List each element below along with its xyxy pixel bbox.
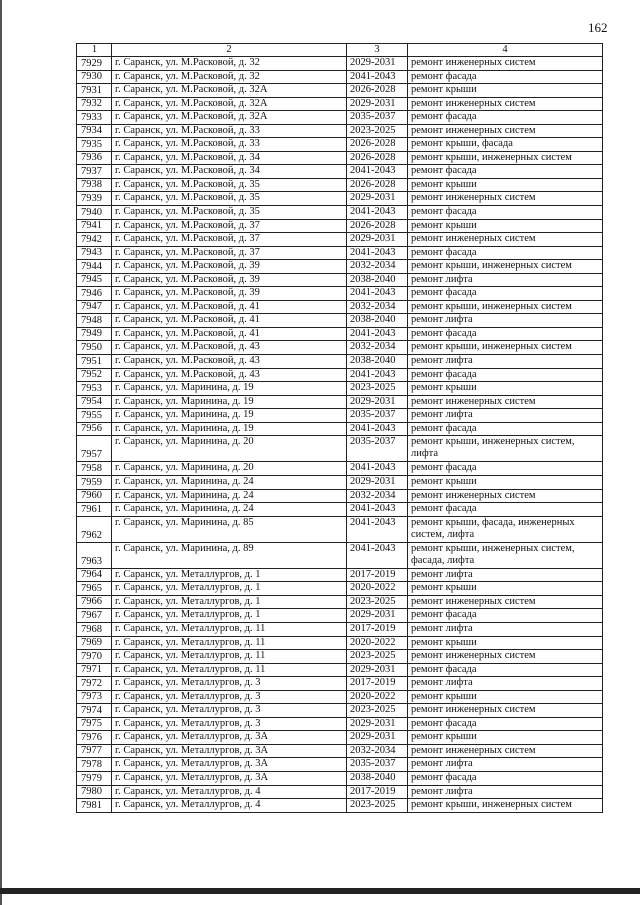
- cell-row-number: 7959: [77, 475, 112, 489]
- cell-period: 2020-2022: [347, 690, 408, 704]
- table-body: [77, 44, 603, 813]
- table-row: [77, 650, 603, 664]
- cell-row-number: 7953: [77, 382, 112, 396]
- cell-work-type: ремонт крыши, фасада, инженерных систем, лифта: [408, 516, 603, 542]
- cell-period: 2029-2031: [347, 731, 408, 745]
- page-number: 162: [588, 20, 608, 35]
- cell-address: г. Саранск, ул. М.Расковой, д. 33: [112, 138, 347, 152]
- cell-row-number: 7950: [77, 341, 112, 355]
- table-row: [77, 246, 603, 260]
- cell-period: 2026-2028: [347, 178, 408, 192]
- cell-row-number: 7939: [77, 192, 112, 206]
- cell-period: 2029-2031: [347, 57, 408, 71]
- scan-bottom-edge: [0, 888, 640, 894]
- cell-period: 2041-2043: [347, 246, 408, 260]
- cell-period: 2029-2031: [347, 395, 408, 409]
- cell-address: г. Саранск, ул. М.Расковой, д. 43: [112, 355, 347, 369]
- table-row: [77, 124, 603, 138]
- cell-address: г. Саранск, ул. Металлургов, д. 1: [112, 582, 347, 596]
- table-row: [77, 690, 603, 704]
- table-row: [77, 422, 603, 436]
- cell-period: 2023-2025: [347, 124, 408, 138]
- cell-work-type: ремонт фасада: [408, 111, 603, 125]
- cell-work-type: ремонт фасада: [408, 287, 603, 301]
- cell-row-number: 7978: [77, 758, 112, 772]
- cell-address: г. Саранск, ул. Маринина, д. 19: [112, 409, 347, 423]
- table-row: [77, 771, 603, 785]
- table-row: [77, 206, 603, 220]
- table-row: [77, 355, 603, 369]
- cell-row-number: 7931: [77, 84, 112, 98]
- cell-address: г. Саранск, ул. Маринина, д. 85: [112, 516, 347, 542]
- cell-work-type: ремонт лифта: [408, 273, 603, 287]
- cell-period: 2026-2028: [347, 138, 408, 152]
- cell-row-number: 7942: [77, 233, 112, 247]
- table-row: [77, 516, 603, 542]
- cell-address: г. Саранск, ул. Металлургов, д. 1: [112, 609, 347, 623]
- table-row: [77, 151, 603, 165]
- cell-address: г. Саранск, ул. М.Расковой, д. 35: [112, 192, 347, 206]
- cell-work-type: ремонт фасада: [408, 206, 603, 220]
- cell-work-type: ремонт инженерных систем: [408, 97, 603, 111]
- cell-work-type: ремонт крыши, инженерных систем: [408, 341, 603, 355]
- cell-period: 2032-2034: [347, 744, 408, 758]
- cell-address: г. Саранск, ул. М.Расковой, д. 39: [112, 273, 347, 287]
- table-row: [77, 395, 603, 409]
- table-row: [77, 178, 603, 192]
- cell-row-number: 7968: [77, 622, 112, 636]
- cell-period: 2023-2025: [347, 799, 408, 813]
- table-row: [77, 165, 603, 179]
- cell-address: г. Саранск, ул. Маринина, д. 19: [112, 382, 347, 396]
- cell-work-type: ремонт крыши: [408, 636, 603, 650]
- cell-address: г. Саранск, ул. М.Расковой, д. 43: [112, 341, 347, 355]
- cell-row-number: 7972: [77, 677, 112, 691]
- cell-work-type: ремонт лифта: [408, 355, 603, 369]
- table-row: [77, 731, 603, 745]
- cell-work-type: ремонт крыши: [408, 582, 603, 596]
- cell-work-type: ремонт инженерных систем: [408, 704, 603, 718]
- cell-row-number: 7944: [77, 260, 112, 274]
- cell-work-type: ремонт инженерных систем: [408, 395, 603, 409]
- table-row: [77, 287, 603, 301]
- cell-period: 2032-2034: [347, 260, 408, 274]
- cell-row-number: 7973: [77, 690, 112, 704]
- cell-period: 2026-2028: [347, 84, 408, 98]
- cell-work-type: ремонт крыши, инженерных систем: [408, 260, 603, 274]
- cell-address: г. Саранск, ул. М.Расковой, д. 37: [112, 233, 347, 247]
- cell-row-number: 7981: [77, 799, 112, 813]
- cell-work-type: ремонт крыши, фасада: [408, 138, 603, 152]
- cell-row-number: 7956: [77, 422, 112, 436]
- cell-period: 2029-2031: [347, 663, 408, 677]
- cell-period: 2017-2019: [347, 785, 408, 799]
- cell-address: г. Саранск, ул. Металлургов, д. 3: [112, 704, 347, 718]
- cell-address: г. Саранск, ул. Металлургов, д. 4: [112, 785, 347, 799]
- cell-address: г. Саранск, ул. Металлургов, д. 3А: [112, 731, 347, 745]
- cell-work-type: ремонт лифта: [408, 758, 603, 772]
- table-row: [77, 622, 603, 636]
- cell-period: 2041-2043: [347, 368, 408, 382]
- cell-address: г. Саранск, ул. Маринина, д. 19: [112, 395, 347, 409]
- cell-row-number: 7961: [77, 503, 112, 517]
- cell-row-number: 7933: [77, 111, 112, 125]
- cell-work-type: ремонт инженерных систем: [408, 744, 603, 758]
- cell-row-number: 7935: [77, 138, 112, 152]
- cell-row-number: 7963: [77, 542, 112, 568]
- cell-row-number: 7967: [77, 609, 112, 623]
- table-row: [77, 609, 603, 623]
- cell-period: 2041-2043: [347, 516, 408, 542]
- table-row: [77, 799, 603, 813]
- table-row: [77, 368, 603, 382]
- table-row: [77, 717, 603, 731]
- cell-row-number: 7943: [77, 246, 112, 260]
- cell-work-type: ремонт фасада: [408, 503, 603, 517]
- table-row: [77, 462, 603, 476]
- table-row: [77, 57, 603, 71]
- table-row: [77, 300, 603, 314]
- cell-address: г. Саранск, ул. М.Расковой, д. 34: [112, 165, 347, 179]
- cell-work-type: ремонт фасада: [408, 663, 603, 677]
- table-row: [77, 568, 603, 582]
- cell-period: 2029-2031: [347, 475, 408, 489]
- cell-address: г. Саранск, ул. М.Расковой, д. 32: [112, 57, 347, 71]
- cell-work-type: ремонт фасада: [408, 717, 603, 731]
- cell-row-number: 7962: [77, 516, 112, 542]
- header-col-2: 2: [112, 44, 347, 57]
- cell-work-type: ремонт лифта: [408, 409, 603, 423]
- cell-work-type: ремонт лифта: [408, 314, 603, 328]
- cell-work-type: ремонт крыши, инженерных систем, фасада, лифта: [408, 542, 603, 568]
- cell-row-number: 7975: [77, 717, 112, 731]
- header-col-3: 3: [347, 44, 408, 57]
- cell-address: г. Саранск, ул. Маринина, д. 24: [112, 475, 347, 489]
- cell-address: г. Саранск, ул. М.Расковой, д. 33: [112, 124, 347, 138]
- cell-work-type: ремонт крыши, инженерных систем: [408, 151, 603, 165]
- cell-period: 2041-2043: [347, 287, 408, 301]
- cell-row-number: 7940: [77, 206, 112, 220]
- cell-row-number: 7974: [77, 704, 112, 718]
- cell-row-number: 7970: [77, 650, 112, 664]
- cell-period: 2020-2022: [347, 636, 408, 650]
- cell-row-number: 7977: [77, 744, 112, 758]
- cell-work-type: ремонт фасада: [408, 70, 603, 84]
- cell-period: 2041-2043: [347, 503, 408, 517]
- cell-address: г. Саранск, ул. М.Расковой, д. 41: [112, 327, 347, 341]
- table-row: [77, 138, 603, 152]
- table-row: [77, 785, 603, 799]
- cell-period: 2023-2025: [347, 650, 408, 664]
- cell-work-type: ремонт фасада: [408, 422, 603, 436]
- cell-period: 2038-2040: [347, 314, 408, 328]
- cell-row-number: 7966: [77, 595, 112, 609]
- cell-row-number: 7955: [77, 409, 112, 423]
- cell-work-type: ремонт инженерных систем: [408, 489, 603, 503]
- cell-period: 2029-2031: [347, 97, 408, 111]
- table-row: [77, 489, 603, 503]
- table-row: [77, 704, 603, 718]
- cell-address: г. Саранск, ул. Маринина, д. 89: [112, 542, 347, 568]
- cell-period: 2041-2043: [347, 327, 408, 341]
- cell-row-number: 7958: [77, 462, 112, 476]
- cell-work-type: ремонт крыши: [408, 84, 603, 98]
- cell-address: г. Саранск, ул. Маринина, д. 20: [112, 436, 347, 462]
- cell-address: г. Саранск, ул. М.Расковой, д. 37: [112, 246, 347, 260]
- cell-row-number: 7960: [77, 489, 112, 503]
- table-row: [77, 677, 603, 691]
- table-row: [77, 84, 603, 98]
- table-row: [77, 636, 603, 650]
- cell-address: г. Саранск, ул. Металлургов, д. 3А: [112, 771, 347, 785]
- cell-address: г. Саранск, ул. Металлургов, д. 1: [112, 568, 347, 582]
- cell-address: г. Саранск, ул. Металлургов, д. 11: [112, 622, 347, 636]
- cell-row-number: 7941: [77, 219, 112, 233]
- cell-period: 2023-2025: [347, 704, 408, 718]
- cell-period: 2023-2025: [347, 595, 408, 609]
- cell-period: 2020-2022: [347, 582, 408, 596]
- cell-work-type: ремонт крыши, инженерных систем: [408, 300, 603, 314]
- cell-address: г. Саранск, ул. М.Расковой, д. 43: [112, 368, 347, 382]
- cell-period: 2026-2028: [347, 151, 408, 165]
- cell-work-type: ремонт фасада: [408, 462, 603, 476]
- cell-address: г. Саранск, ул. Металлургов, д. 3А: [112, 758, 347, 772]
- cell-address: г. Саранск, ул. Металлургов, д. 11: [112, 663, 347, 677]
- cell-address: г. Саранск, ул. М.Расковой, д. 39: [112, 260, 347, 274]
- cell-address: г. Саранск, ул. Металлургов, д. 1: [112, 595, 347, 609]
- cell-period: 2023-2025: [347, 382, 408, 396]
- table-row: [77, 382, 603, 396]
- cell-address: г. Саранск, ул. Металлургов, д. 4: [112, 799, 347, 813]
- cell-address: г. Саранск, ул. Металлургов, д. 11: [112, 636, 347, 650]
- cell-period: 2035-2037: [347, 758, 408, 772]
- cell-address: г. Саранск, ул. М.Расковой, д. 32А: [112, 111, 347, 125]
- cell-address: г. Саранск, ул. М.Расковой, д. 34: [112, 151, 347, 165]
- table-row: [77, 192, 603, 206]
- cell-row-number: 7980: [77, 785, 112, 799]
- cell-address: г. Саранск, ул. Маринина, д. 24: [112, 503, 347, 517]
- cell-period: 2038-2040: [347, 273, 408, 287]
- cell-period: 2041-2043: [347, 165, 408, 179]
- cell-address: г. Саранск, ул. М.Расковой, д. 32А: [112, 97, 347, 111]
- cell-address: г. Саранск, ул. Маринина, д. 24: [112, 489, 347, 503]
- cell-row-number: 7932: [77, 97, 112, 111]
- cell-row-number: 7945: [77, 273, 112, 287]
- cell-period: 2017-2019: [347, 568, 408, 582]
- cell-work-type: ремонт крыши: [408, 690, 603, 704]
- table-row: [77, 663, 603, 677]
- cell-row-number: 7934: [77, 124, 112, 138]
- cell-row-number: 7929: [77, 57, 112, 71]
- cell-row-number: 7947: [77, 300, 112, 314]
- cell-work-type: ремонт фасада: [408, 368, 603, 382]
- cell-work-type: ремонт инженерных систем: [408, 650, 603, 664]
- cell-period: 2017-2019: [347, 622, 408, 636]
- cell-work-type: ремонт инженерных систем: [408, 233, 603, 247]
- cell-row-number: 7957: [77, 436, 112, 462]
- cell-address: г. Саранск, ул. Маринина, д. 19: [112, 422, 347, 436]
- table-row: [77, 219, 603, 233]
- table-row: [77, 503, 603, 517]
- cell-period: 2035-2037: [347, 409, 408, 423]
- cell-address: г. Саранск, ул. М.Расковой, д. 32: [112, 70, 347, 84]
- cell-address: г. Саранск, ул. Маринина, д. 20: [112, 462, 347, 476]
- cell-period: 2032-2034: [347, 300, 408, 314]
- cell-work-type: ремонт фасада: [408, 327, 603, 341]
- cell-row-number: 7976: [77, 731, 112, 745]
- table-row: [77, 409, 603, 423]
- cell-work-type: ремонт крыши, инженерных систем: [408, 799, 603, 813]
- cell-period: 2041-2043: [347, 422, 408, 436]
- cell-row-number: 7964: [77, 568, 112, 582]
- table-row: [77, 595, 603, 609]
- cell-row-number: 7951: [77, 355, 112, 369]
- cell-address: г. Саранск, ул. М.Расковой, д. 41: [112, 314, 347, 328]
- cell-row-number: 7954: [77, 395, 112, 409]
- table-row: [77, 233, 603, 247]
- cell-row-number: 7965: [77, 582, 112, 596]
- table-row: [77, 97, 603, 111]
- cell-period: 2032-2034: [347, 341, 408, 355]
- table-row: [77, 341, 603, 355]
- cell-address: г. Саранск, ул. Металлургов, д. 3: [112, 717, 347, 731]
- table-row: [77, 260, 603, 274]
- table-header-row: [77, 44, 603, 57]
- cell-period: 2029-2031: [347, 233, 408, 247]
- cell-row-number: 7930: [77, 70, 112, 84]
- cell-address: г. Саранск, ул. М.Расковой, д. 41: [112, 300, 347, 314]
- cell-address: г. Саранск, ул. Металлургов, д. 3: [112, 677, 347, 691]
- cell-address: г. Саранск, ул. М.Расковой, д. 35: [112, 206, 347, 220]
- table-row: [77, 327, 603, 341]
- cell-address: г. Саранск, ул. М.Расковой, д. 39: [112, 287, 347, 301]
- cell-work-type: ремонт инженерных систем: [408, 192, 603, 206]
- cell-address: г. Саранск, ул. М.Расковой, д. 32А: [112, 84, 347, 98]
- cell-row-number: 7948: [77, 314, 112, 328]
- cell-work-type: ремонт инженерных систем: [408, 124, 603, 138]
- cell-work-type: ремонт лифта: [408, 568, 603, 582]
- header-col-1: 1: [77, 44, 112, 57]
- cell-work-type: ремонт фасада: [408, 246, 603, 260]
- cell-period: 2035-2037: [347, 436, 408, 462]
- cell-work-type: ремонт лифта: [408, 677, 603, 691]
- cell-row-number: 7971: [77, 663, 112, 677]
- cell-period: 2029-2031: [347, 192, 408, 206]
- repair-schedule-table: [76, 43, 603, 813]
- table-row: [77, 475, 603, 489]
- table-row: [77, 111, 603, 125]
- cell-row-number: 7969: [77, 636, 112, 650]
- cell-period: 2041-2043: [347, 462, 408, 476]
- table-row: [77, 542, 603, 568]
- cell-period: 2038-2040: [347, 355, 408, 369]
- table-row: [77, 758, 603, 772]
- cell-row-number: 7946: [77, 287, 112, 301]
- table-row: [77, 744, 603, 758]
- cell-address: г. Саранск, ул. М.Расковой, д. 35: [112, 178, 347, 192]
- cell-period: 2041-2043: [347, 206, 408, 220]
- table-row: [77, 70, 603, 84]
- cell-work-type: ремонт фасада: [408, 771, 603, 785]
- cell-row-number: 7952: [77, 368, 112, 382]
- cell-work-type: ремонт инженерных систем: [408, 595, 603, 609]
- cell-address: г. Саранск, ул. Металлургов, д. 11: [112, 650, 347, 664]
- cell-period: 2032-2034: [347, 489, 408, 503]
- cell-work-type: ремонт крыши: [408, 382, 603, 396]
- cell-row-number: 7979: [77, 771, 112, 785]
- scan-left-edge: [0, 0, 2, 905]
- cell-period: 2041-2043: [347, 70, 408, 84]
- cell-row-number: 7937: [77, 165, 112, 179]
- cell-period: 2035-2037: [347, 111, 408, 125]
- cell-period: 2029-2031: [347, 717, 408, 731]
- table-row: [77, 273, 603, 287]
- cell-work-type: ремонт лифта: [408, 785, 603, 799]
- cell-row-number: 7938: [77, 178, 112, 192]
- cell-work-type: ремонт крыши: [408, 731, 603, 745]
- cell-work-type: ремонт крыши: [408, 219, 603, 233]
- cell-row-number: 7936: [77, 151, 112, 165]
- cell-work-type: ремонт крыши, инженерных систем, лифта: [408, 436, 603, 462]
- table-row: [77, 314, 603, 328]
- cell-work-type: ремонт крыши: [408, 475, 603, 489]
- cell-period: 2029-2031: [347, 609, 408, 623]
- cell-work-type: ремонт крыши: [408, 178, 603, 192]
- table-row: [77, 436, 603, 462]
- cell-row-number: 7949: [77, 327, 112, 341]
- cell-work-type: ремонт лифта: [408, 622, 603, 636]
- cell-address: г. Саранск, ул. Металлургов, д. 3А: [112, 744, 347, 758]
- cell-period: 2026-2028: [347, 219, 408, 233]
- header-col-4: 4: [408, 44, 603, 57]
- cell-period: 2041-2043: [347, 542, 408, 568]
- cell-period: 2038-2040: [347, 771, 408, 785]
- cell-work-type: ремонт инженерных систем: [408, 57, 603, 71]
- cell-period: 2017-2019: [347, 677, 408, 691]
- cell-work-type: ремонт фасада: [408, 165, 603, 179]
- cell-address: г. Саранск, ул. М.Расковой, д. 37: [112, 219, 347, 233]
- cell-address: г. Саранск, ул. Металлургов, д. 3: [112, 690, 347, 704]
- table-row: [77, 582, 603, 596]
- cell-work-type: ремонт фасада: [408, 609, 603, 623]
